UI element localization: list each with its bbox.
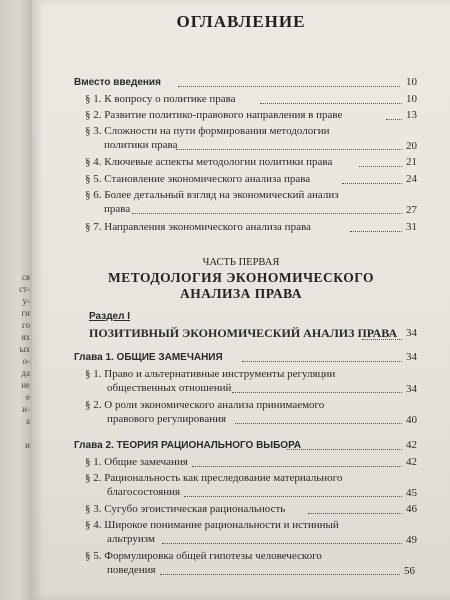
toc-entry-label: § 3. Сложности на пути формирования методологии [85, 125, 330, 137]
page-number: 34 [406, 351, 417, 363]
toc-entry-label: § 1. Общие замечания [85, 456, 188, 468]
page-number: 31 [406, 221, 417, 233]
page-number: 45 [406, 487, 417, 499]
toc-entry-label: § 4. Ключевые аспекты методологии политики права [85, 156, 333, 168]
dot-leader [162, 543, 402, 544]
page-number: 24 [406, 173, 417, 185]
page-number: 49 [406, 534, 417, 546]
toc-entry-label-continued: поведения [107, 564, 156, 576]
left-page-fragment: ых [19, 344, 30, 354]
dot-leader [176, 149, 402, 150]
toc-entry-label: § 5. Формулировка общей гипотезы человеческого [85, 550, 322, 562]
toc-entry-label: § 7. Направления экономического анализа права [85, 221, 311, 233]
page-number: 40 [406, 414, 417, 426]
toc-entry-label: § 1. К вопросу о политике права [85, 93, 236, 105]
toc-entry-label: § 2. О роли экономического анализа принимаемого [85, 399, 325, 411]
chapter-heading: Глава 1. ОБЩИЕ ЗАМЕЧАНИЯ [74, 352, 223, 363]
toc-entry-label-continued: права [104, 203, 131, 215]
toc-entry-label-continued: политики права [104, 139, 178, 151]
section-label: Раздел I [89, 311, 131, 322]
toc-entry-label: § 6. Более детальный взгляд на экономический анализ [85, 189, 339, 201]
chapter-heading: Глава 2. ТЕОРИЯ РАЦИОНАЛЬНОГО ВЫБОРА [74, 440, 302, 451]
part-label: ЧАСТЬ ПЕРВАЯ [202, 257, 280, 268]
left-page-fragment: ст- [19, 284, 30, 294]
dot-leader [359, 166, 402, 167]
page-number: 20 [406, 140, 417, 152]
dot-leader [350, 231, 402, 232]
dot-leader [386, 119, 402, 120]
page-number: 46 [406, 503, 417, 515]
toc-entry-label: § 4. Широкое понимание рациональности и истинный [85, 519, 339, 531]
page-number: 10 [406, 76, 417, 88]
dot-leader [192, 466, 402, 467]
toc-entry-label: § 3. Сугубо эгоистическая рациональность [85, 503, 286, 515]
toc-entry-label: § 5. Становление экономического анализа права [85, 173, 311, 185]
dot-leader [242, 361, 402, 362]
left-page-fragment: а [26, 416, 30, 426]
toc-entry-label: § 2. Рациональность как преследование материального [85, 472, 343, 484]
left-page-fragment: о- [22, 356, 30, 366]
dot-leader [132, 213, 402, 214]
dot-leader [235, 423, 402, 424]
page-number: 42 [406, 439, 417, 451]
dot-leader [232, 392, 402, 393]
page-number: 42 [406, 456, 417, 468]
page-number: 13 [406, 109, 417, 121]
left-page [0, 0, 32, 600]
toc-entry-label: § 2. Развитие политико-правового направления в праве [85, 109, 343, 121]
toc-entry-label-continued: правового регулирования [107, 413, 227, 425]
left-page-fragment: е [26, 392, 30, 402]
page-number: 56 [404, 565, 415, 577]
dot-leader [362, 339, 402, 340]
page-number: 10 [406, 93, 417, 105]
left-page-fragment: ся [21, 272, 30, 282]
left-page-fragment: да [21, 368, 30, 378]
page-number: 27 [406, 204, 417, 216]
book-page [32, 0, 450, 600]
part-title: МЕТОДОЛОГИЯ ЭКОНОМИЧЕСКОГО [107, 270, 374, 285]
left-page-fragment: го [22, 320, 30, 330]
left-page-fragment: у- [22, 296, 30, 306]
page-number: 34 [406, 383, 417, 395]
left-page-fragment: и- [22, 404, 30, 414]
section-title: ПОЗИТИВНЫЙ ЭКОНОМИЧЕСКИЙ АНАЛИЗ ПРАВА [89, 326, 398, 340]
dot-leader [287, 449, 402, 450]
toc-entry-label-continued: альтруизм [107, 533, 155, 545]
left-page-fragment: ие [21, 380, 30, 390]
dot-leader [308, 513, 402, 514]
page-number: 21 [406, 156, 417, 168]
toc-entry-label-continued: общественных отношений [107, 382, 232, 394]
left-page-fragment: ях [21, 332, 30, 342]
dot-leader [260, 103, 402, 104]
dot-leader [342, 183, 402, 184]
toc-entry-label-continued: благосостояния [107, 486, 181, 498]
page-number: 34 [406, 327, 417, 339]
dot-leader [160, 574, 400, 575]
part-title-continued: АНАЛИЗА ПРАВА [180, 286, 302, 301]
dot-leader [184, 496, 402, 497]
left-page-fragment: ги [21, 308, 30, 318]
intro-heading: Вместо введения [74, 77, 161, 88]
toc-entry-label: § 1. Право и альтернативные инструменты регуляции [85, 368, 336, 380]
left-page-fragment: и [25, 440, 30, 450]
dot-leader [178, 86, 400, 87]
page-title: ОГЛАВЛЕНИЕ [176, 12, 306, 31]
